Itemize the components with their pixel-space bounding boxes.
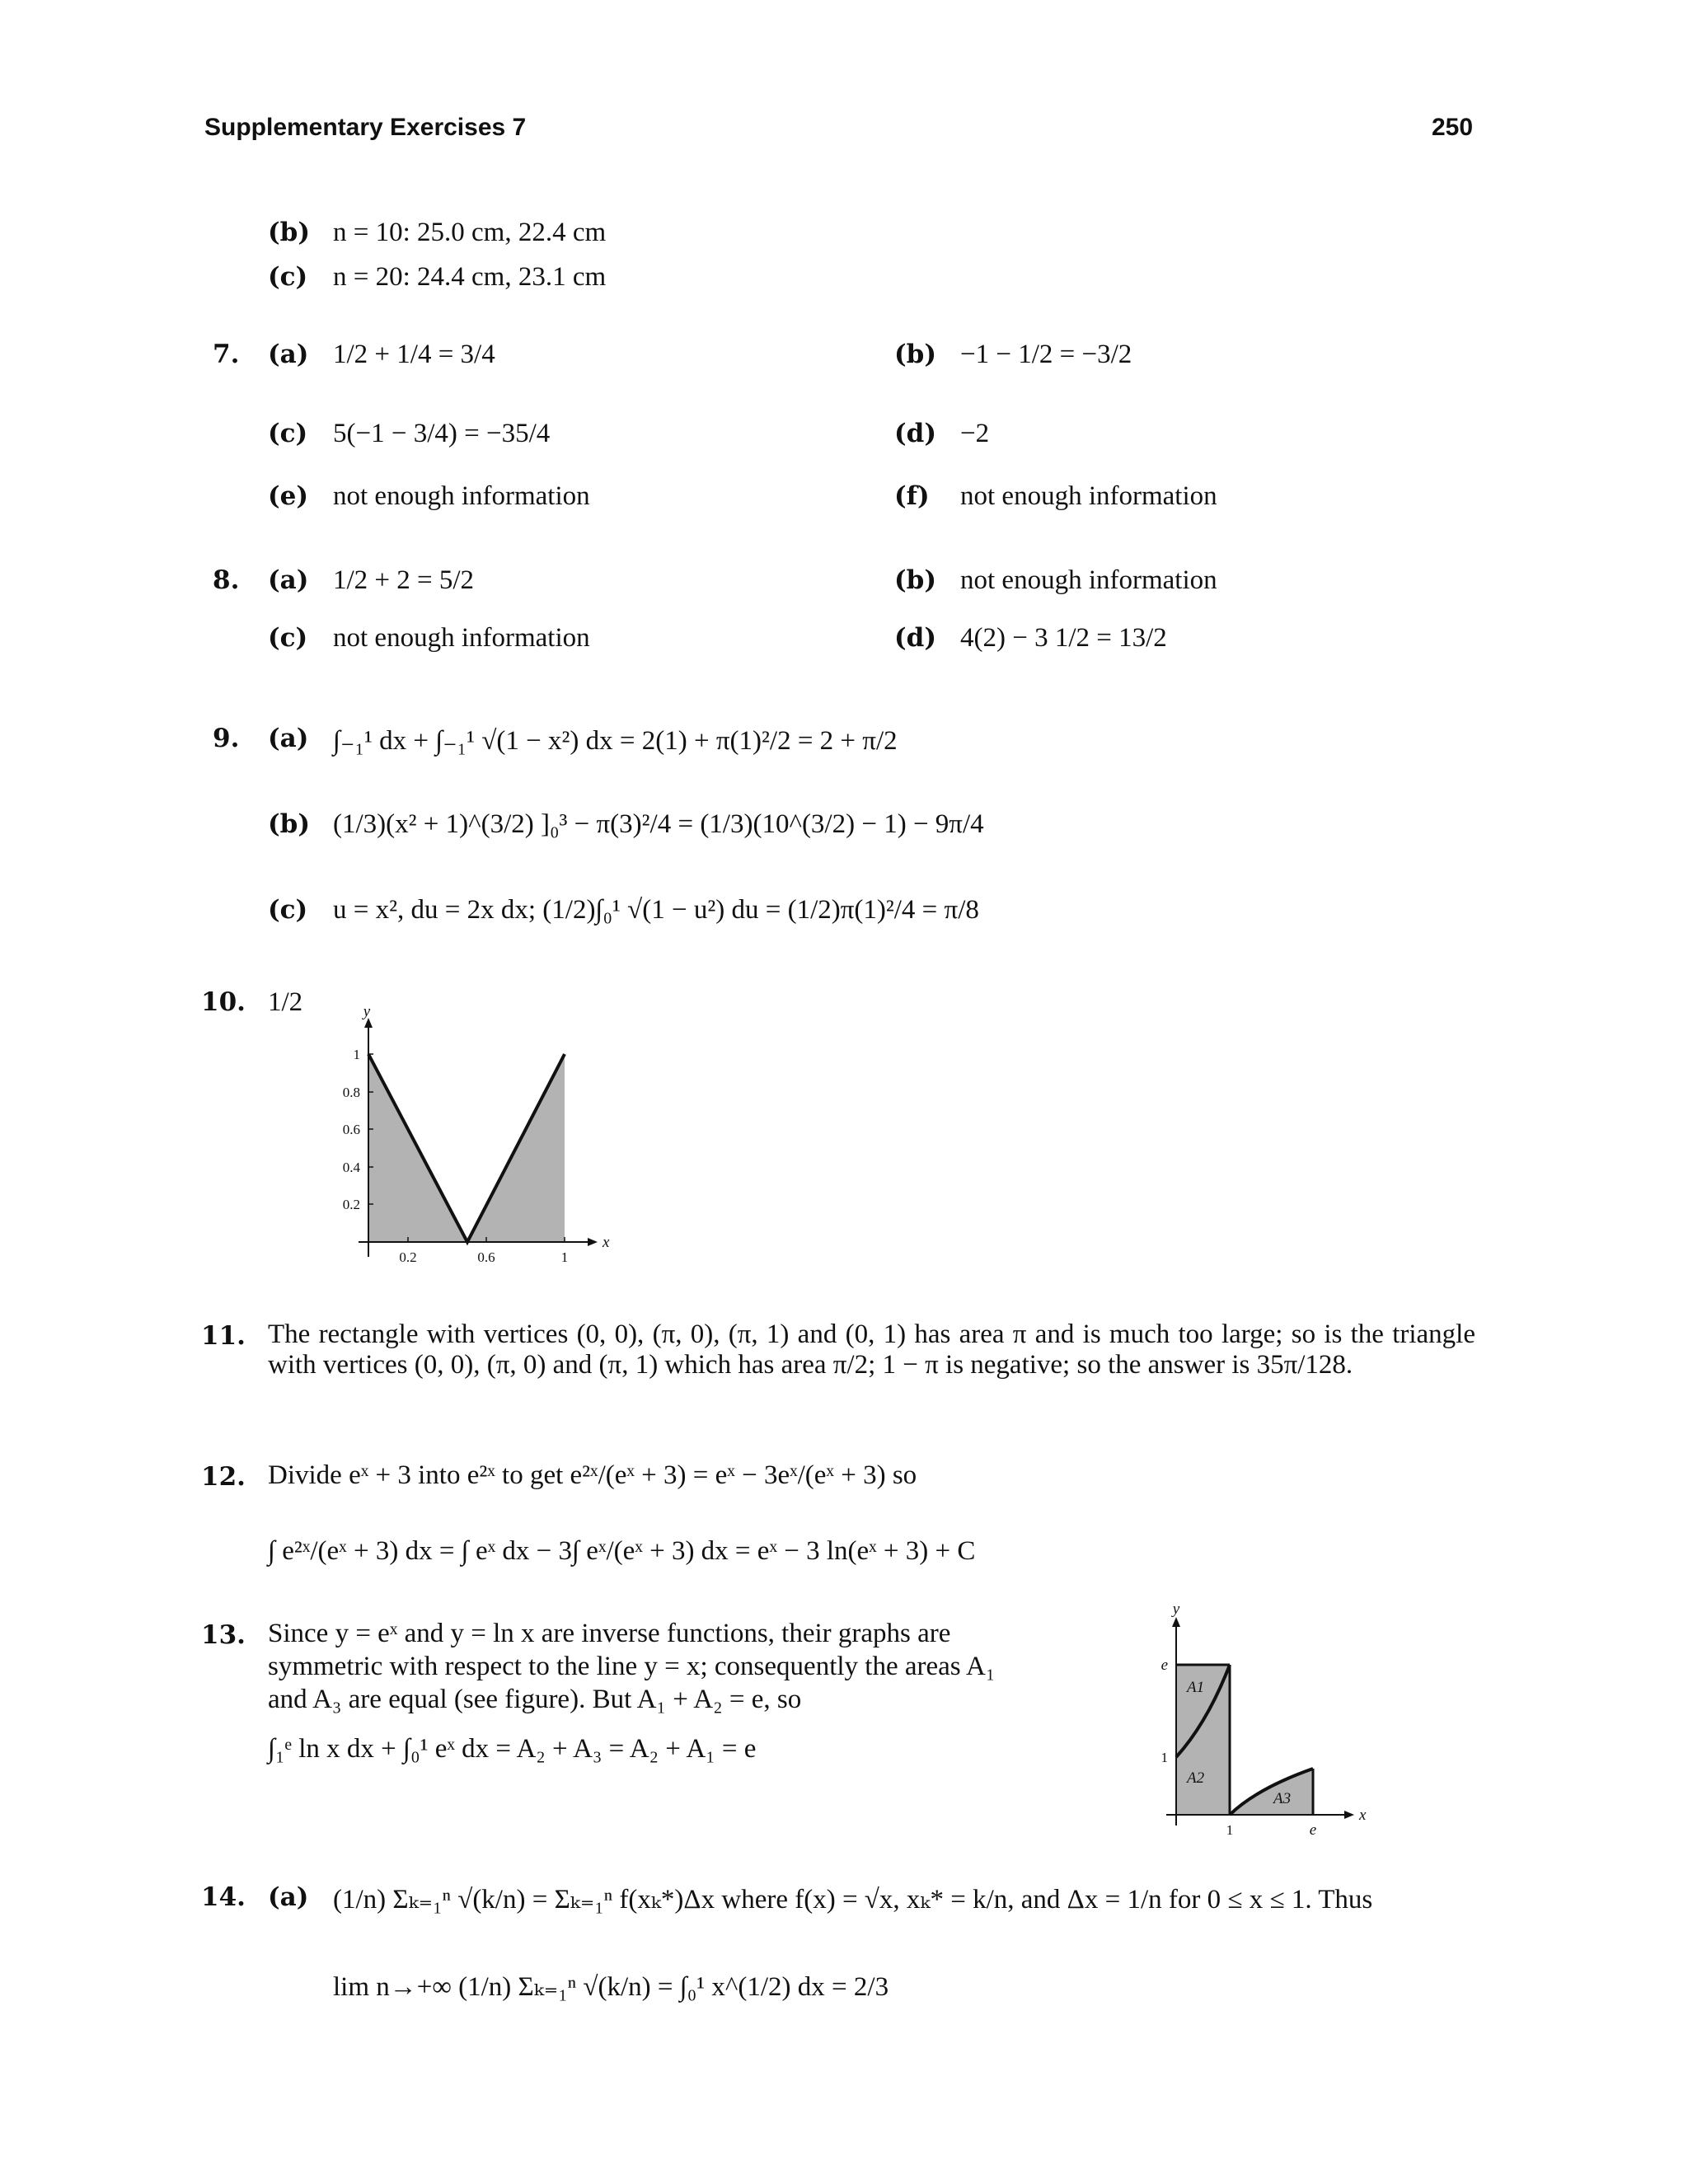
- part-label: (c): [268, 895, 308, 925]
- part-label: (d): [894, 623, 937, 653]
- answer-text: not enough information: [333, 481, 590, 511]
- answer-math: lim n→+∞ (1/n) Σₖ₌₁ⁿ √(k/n) = ∫₀¹ x^(1/2) dx = 2/3: [333, 1972, 889, 2002]
- y-tick-label: 1: [353, 1047, 360, 1062]
- answer-text: not enough information: [960, 481, 1217, 511]
- x-tick-label: 0.2: [399, 1249, 417, 1265]
- x-tick-label: 1: [560, 1249, 569, 1265]
- answer-math: 4(2) − 3 1/2 = 13/2: [960, 623, 1167, 653]
- x-tick-label: 1: [1226, 1822, 1234, 1838]
- y-axis-label: y: [1172, 1601, 1180, 1618]
- part-label: (d): [894, 419, 937, 448]
- answer-math: u = x², du = 2x dx; (1/2)∫₀¹ √(1 − u²) du = (1/2)π(1)²/4 = π/8: [333, 895, 979, 925]
- part-label: (e): [268, 481, 309, 511]
- page-number: 250: [1432, 114, 1474, 141]
- region-label-a3: A3: [1273, 1790, 1292, 1807]
- exercise-number: 14.: [201, 1882, 246, 1912]
- exercise-number: 9.: [213, 724, 240, 753]
- answer-math: −1 − 1/2 = −3/2: [960, 340, 1132, 369]
- y-tick-label: 0.6: [342, 1122, 360, 1137]
- answer-math: 1/2: [268, 987, 303, 1017]
- part-label: (f): [894, 481, 930, 511]
- y-axis-label: y: [363, 1003, 371, 1020]
- part-label: (a): [268, 724, 309, 753]
- part-label: (a): [268, 340, 309, 369]
- answer-math: (1/n) Σₖ₌₁ⁿ √(k/n) = Σₖ₌₁ⁿ f(xₖ*)Δx where f(x) = √x, xₖ* = k/n, and Δx = 1/n for 0 ≤ x ≤ 1. Thus: [333, 1885, 1373, 1915]
- part-label: (a): [268, 565, 309, 595]
- answer-line: symmetric with respect to the line y = x; consequently the areas A₁: [268, 1652, 996, 1681]
- x-axis-label: x: [603, 1234, 610, 1251]
- figure-13-graph: [1142, 1601, 1381, 1839]
- part-label: (b): [268, 809, 311, 839]
- region-a3: [1230, 1769, 1313, 1815]
- part-label: (c): [268, 262, 308, 292]
- part-label: (b): [894, 565, 937, 595]
- x-tick-label: e: [1309, 1821, 1317, 1839]
- y-tick-label: 1: [1160, 1750, 1168, 1765]
- exercise-number: 10.: [201, 987, 246, 1017]
- y-tick-label: e: [1160, 1657, 1168, 1674]
- region-label-a2: A2: [1187, 1769, 1205, 1787]
- x-tick-label: 0.6: [477, 1249, 495, 1265]
- answer-line: Divide eˣ + 3 into e²ˣ to get e²ˣ/(eˣ + 3) = eˣ − 3eˣ/(eˣ + 3) so: [268, 1460, 917, 1490]
- y-tick-label: 0.4: [342, 1160, 360, 1175]
- y-tick-label: 0.8: [342, 1085, 360, 1100]
- part-label: (a): [268, 1882, 309, 1912]
- answer-math: 1/2 + 1/4 = 3/4: [333, 340, 495, 369]
- exercise-number: 11.: [201, 1321, 246, 1351]
- x-axis-arrow: [588, 1238, 598, 1246]
- answer-text: n = 10: 25.0 cm, 22.4 cm: [333, 218, 607, 247]
- exercise-number: 12.: [201, 1462, 246, 1492]
- part-label: (b): [268, 218, 311, 247]
- answer-math: ∫₋₁¹ dx + ∫₋₁¹ √(1 − x²) dx = 2(1) + π(1)²/2 = 2 + π/2: [333, 726, 898, 756]
- shaded-region: [368, 1054, 565, 1242]
- exercise-number: 7.: [213, 340, 240, 369]
- x-axis-label: x: [1359, 1807, 1367, 1824]
- region-label-a1: A1: [1187, 1679, 1205, 1696]
- answer-math: ∫ e²ˣ/(eˣ + 3) dx = ∫ eˣ dx − 3∫ eˣ/(eˣ + 3) dx = eˣ − 3 ln(eˣ + 3) + C: [268, 1536, 976, 1566]
- answer-math: −2: [960, 419, 990, 448]
- exercise-number: 13.: [201, 1620, 246, 1650]
- answer-line: and A₃ are equal (see figure). But A₁ + A₂ = e, so: [268, 1685, 802, 1714]
- figure-10-graph: [326, 1003, 622, 1282]
- part-label: (b): [894, 340, 937, 369]
- answer-math: (1/3)(x² + 1)^(3/2) ]₀³ − π(3)²/4 = (1/3)(10^(3/2) − 1) − 9π/4: [333, 809, 984, 839]
- part-label: (c): [268, 419, 308, 448]
- answer-text: n = 20: 24.4 cm, 23.1 cm: [333, 262, 607, 292]
- answer-math: 5(−1 − 3/4) = −35/4: [333, 419, 551, 448]
- answer-math: ∫₁ᵉ ln x dx + ∫₀¹ eˣ dx = A₂ + A₃ = A₂ + A₁ = e: [268, 1734, 757, 1764]
- exercise-number: 8.: [213, 565, 240, 595]
- part-label: (c): [268, 623, 308, 653]
- running-header-title: Supplementary Exercises 7: [204, 114, 527, 141]
- answer-paragraph: The rectangle with vertices (0, 0), (π, 0), (π, 1) and (0, 1) has area π and is much too large; so is the triangle with vertices (0, 0), (π, 0) and (π, 1) which has area π/2; 1 − π is negative; so the answer is 35π/128.: [268, 1319, 1475, 1380]
- answer-text: not enough information: [333, 623, 590, 653]
- answer-line: Since y = eˣ and y = ln x are inverse functions, their graphs are: [268, 1619, 951, 1648]
- answer-text: not enough information: [960, 565, 1217, 595]
- y-tick-label: 0.2: [342, 1197, 360, 1212]
- answer-math: 1/2 + 2 = 5/2: [333, 565, 475, 595]
